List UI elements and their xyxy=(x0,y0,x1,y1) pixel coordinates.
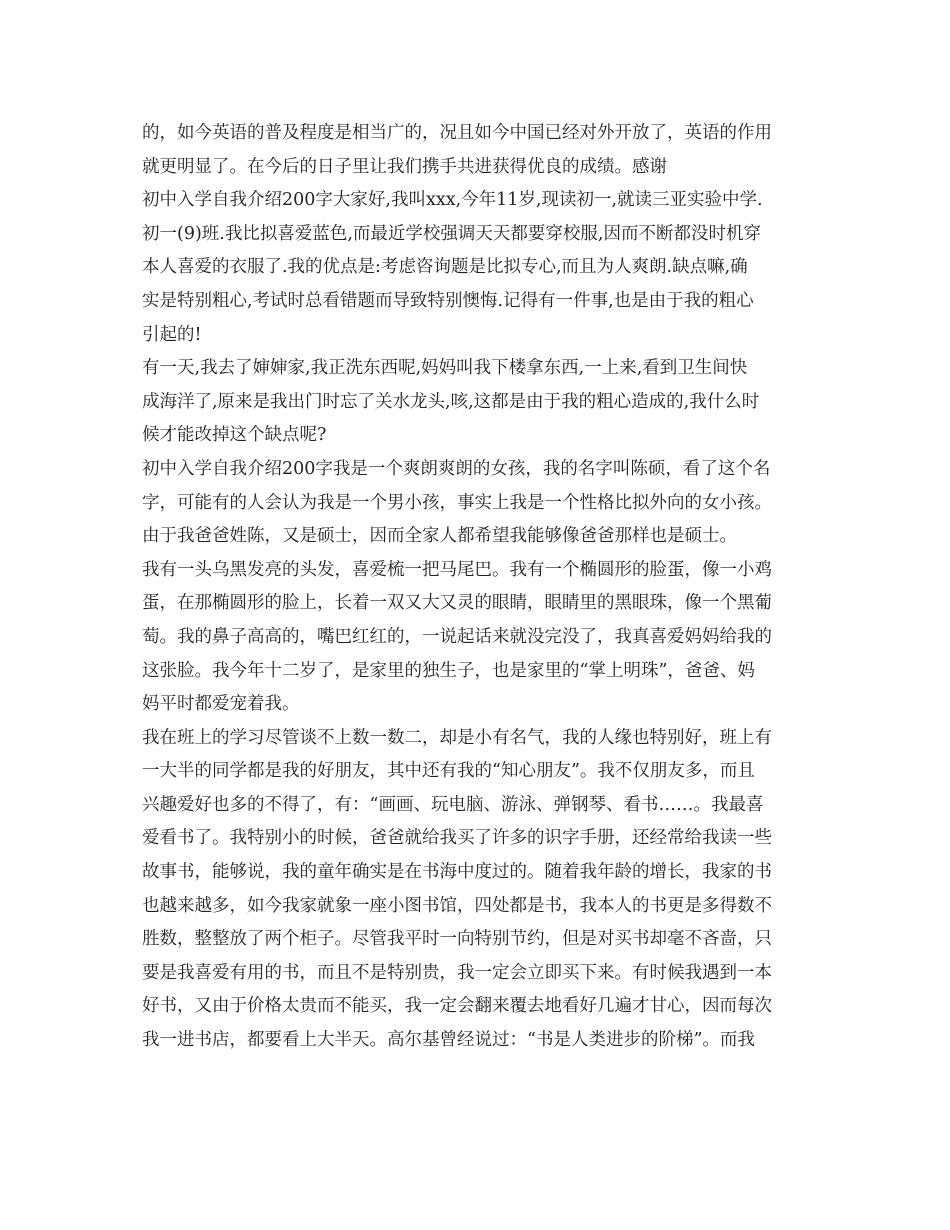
text-line: 我有一头乌黑发亮的头发，喜爱梳一把马尾巴。我有一个椭圆形的脸蛋，像一小鸡 xyxy=(142,559,772,580)
text-line: 实是特别粗心,考试时总看错题而导致特别懊悔.记得有一件事,也是由于我的粗心 xyxy=(142,290,754,311)
text-line: 我一进书店，都要看上大半天。高尔基曾经说过：“书是人类进步的阶梯”。而我 xyxy=(142,1030,755,1051)
text-line: 萄。我的鼻子高高的，嘴巴红红的，一说起话来就没完没了，我真喜爱妈妈给我的 xyxy=(142,626,772,647)
text-line: 爱看书了。我特别小的时候，爸爸就给我买了许多的识字手册，还经常给我读一些 xyxy=(142,828,772,849)
text-line: 就更明显了。在今后的日子里让我们携手共进获得优良的成绩。感谢 xyxy=(142,156,667,177)
text-line: 蛋，在那椭圆形的脸上，长着一双又大又灵的眼睛，眼睛里的黑眼珠，像一个黑葡 xyxy=(142,593,772,614)
text-line: 要是我喜爱有用的书，而且不是特别贵，我一定会立即买下来。有时候我遇到一本 xyxy=(142,962,772,983)
text-line: 故事书，能够说，我的童年确实是在书海中度过的。随着我年龄的增长，我家的书 xyxy=(142,862,772,883)
text-line: 妈平时都爱宠着我。 xyxy=(142,694,300,715)
text-line: 的，如今英语的普及程度是相当广的，况且如今中国已经对外开放了，英语的作用 xyxy=(142,123,772,143)
text-line: 这张脸。我今年十二岁了，是家里的独生子，也是家里的“掌上明珠”，爸爸、妈 xyxy=(142,660,755,681)
text-line: 初中入学自我介绍200字大家好,我叫xxx,今年11岁,现读初一,就读三亚实验中学. xyxy=(142,190,763,211)
text-line: 也越来越多，如今我家就象一座小图书馆，四处都是书，我本人的书更是多得数不 xyxy=(142,895,772,916)
text-line: 成海洋了,原来是我出门时忘了关水龙头,咳,这都是由于我的粗心造成的,我什么时 xyxy=(142,391,760,412)
text-line: 引起的! xyxy=(142,324,202,345)
text-line: 胜数，整整放了两个柜子。尽管我平时一向特别节约，但是对买书却毫不吝啬，只 xyxy=(142,929,772,950)
text-line: 有一天,我去了婶婶家,我正洗东西呢,妈妈叫我下楼拿东西,一上来,看到卫生间快 xyxy=(142,358,748,379)
body-text xyxy=(142,117,822,1058)
text-line: 本人喜爱的衣服了.我的优点是:考虑咨询题是比拟专心,而且为人爽朗.缺点嘛,确 xyxy=(142,257,748,278)
text-line: 初中入学自我介绍200字我是一个爽朗爽朗的女孩，我的名字叫陈硕，看了这个名 xyxy=(142,458,771,479)
text-line: 由于我爸爸姓陈，又是硕士，因而全家人都希望我能够像爸爸那样也是硕士。 xyxy=(142,526,737,547)
text-line: 兴趣爱好也多的不得了，有：“画画、玩电脑、游泳、弹钢琴、看书……。我最喜 xyxy=(142,794,764,815)
text-line: 我在班上的学习尽管谈不上数一数二，却是小有名气，我的人缘也特别好，班上有 xyxy=(142,727,772,748)
text-line: 初一(9)班.我比拟喜爱蓝色,而最近学校强调天天都要穿校服,因而不断都没时机穿 xyxy=(142,223,761,244)
text-line: 候才能改掉这个缺点呢? xyxy=(142,425,327,446)
text-line: 好书，又由于价格太贵而不能买，我一定会翻来覆去地看好几遍才甘心，因而每次 xyxy=(142,996,772,1017)
text-line: 一大半的同学都是我的好朋友，其中还有我的“知心朋友”。我不仅朋友多，而且 xyxy=(142,761,755,782)
text-line: 字，可能有的人会认为我是一个男小孩，事实上我是一个性格比拟外向的女小孩。 xyxy=(142,492,772,513)
